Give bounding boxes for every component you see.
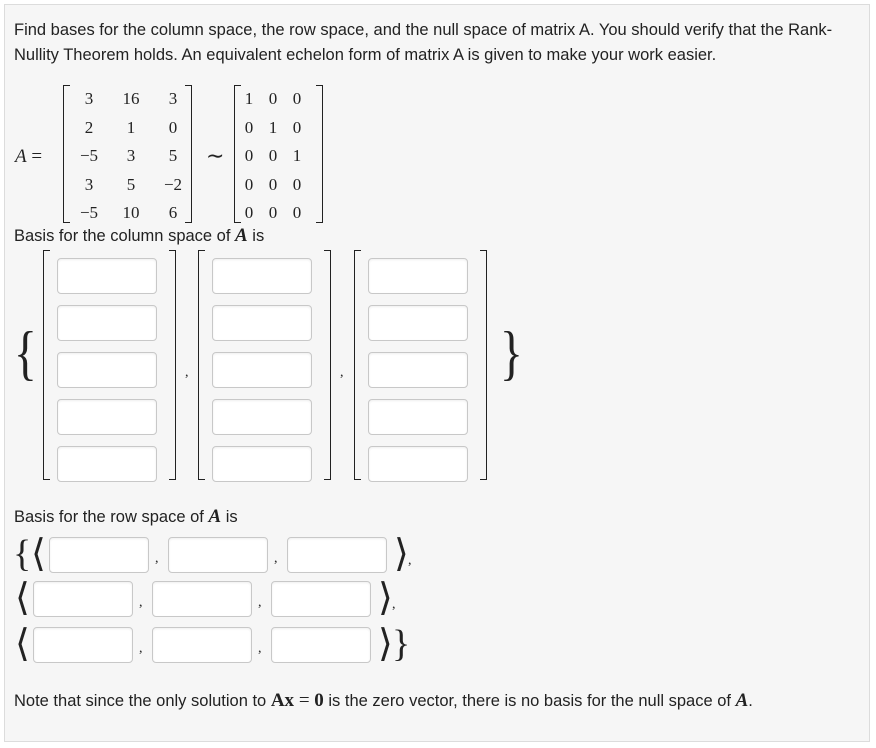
row-vector-2-entry-1[interactable] — [33, 581, 133, 617]
column-vector-1-entry-1[interactable] — [57, 258, 157, 294]
matrix-a — [61, 83, 195, 227]
row-vector-left-angle: ⟨ — [31, 533, 46, 575]
column-vector-3-entry-1[interactable] — [368, 258, 468, 294]
null-space-note: Note that since the only solution to Ax = 0 is the zero vector, there is no basis for the null space of A. — [14, 690, 753, 711]
column-space-close-brace: } — [499, 320, 523, 386]
column-vector-3-entry-5[interactable] — [368, 446, 468, 482]
echelon-cell: 0 — [292, 174, 302, 194]
row-vector-left-angle: ⟨ — [15, 623, 30, 665]
echelon-cell: 0 — [268, 174, 278, 194]
echelon-cell: 1 — [292, 146, 302, 165]
column-vector-left-bracket — [198, 250, 205, 480]
row-vector-3-entry-3[interactable] — [271, 627, 371, 663]
echelon-cell: 0 — [244, 174, 254, 194]
entry-separator-comma: , — [258, 641, 262, 656]
entry-separator-comma: , — [139, 595, 143, 610]
question-panel — [4, 4, 870, 742]
echelon-right-bracket — [316, 85, 323, 223]
echelon-cell: 0 — [268, 89, 278, 108]
row-vector-1-entry-2[interactable] — [168, 537, 268, 573]
matrix-var: A — [15, 146, 27, 167]
matrix-a-cell: 3 — [84, 89, 94, 108]
column-vector-2-entry-5[interactable] — [212, 446, 312, 482]
equation-label — [15, 146, 42, 168]
column-vector-3-entry-3[interactable] — [368, 352, 468, 388]
column-vector-left-bracket — [354, 250, 361, 480]
echelon-cell: 0 — [292, 89, 302, 108]
matrix-a-cell: 10 — [122, 203, 140, 222]
matrix-a-cell: 5 — [168, 146, 178, 165]
column-vector-2-entry-3[interactable] — [212, 352, 312, 388]
column-vector-1-entry-5[interactable] — [57, 446, 157, 482]
column-vector-2-entry-4[interactable] — [212, 399, 312, 435]
column-vector-1-entry-4[interactable] — [57, 399, 157, 435]
row-vector-3-entry-1[interactable] — [33, 627, 133, 663]
echelon-cell: 0 — [244, 117, 254, 137]
matrix-a-cell: 3 — [126, 146, 136, 165]
column-space-open-brace: { — [13, 320, 37, 386]
column-vector-2-entry-1[interactable] — [212, 258, 312, 294]
column-vector-2-entry-2[interactable] — [212, 305, 312, 341]
matrix-a-cell: 1 — [126, 117, 136, 137]
matrix-a-cell: 5 — [126, 174, 136, 194]
echelon-cell: 0 — [244, 146, 254, 165]
echelon-cell: 1 — [244, 89, 254, 108]
row-vector-2-entry-3[interactable] — [271, 581, 371, 617]
row-space-label: Basis for the row space of A is — [14, 506, 238, 527]
column-vector-3-entry-2[interactable] — [368, 305, 468, 341]
column-vector-left-bracket — [43, 250, 50, 480]
column-vector-right-bracket — [324, 250, 331, 480]
entry-separator-comma: , — [155, 551, 159, 566]
matrix-a-cell: 2 — [84, 117, 94, 137]
equivalence-tilde: ∼ — [206, 143, 225, 168]
column-vector-right-bracket — [480, 250, 487, 480]
matrix-a-cell: −2 — [163, 174, 183, 194]
vector-separator-comma: , — [408, 553, 412, 568]
echelon-cell: 1 — [268, 117, 278, 137]
row-vector-3-entry-2[interactable] — [152, 627, 252, 663]
echelon-cell: 0 — [292, 203, 302, 222]
echelon-cell: 0 — [268, 203, 278, 222]
echelon-matrix — [232, 83, 326, 227]
echelon-cell: 0 — [268, 146, 278, 165]
vector-separator-comma: , — [185, 365, 189, 380]
column-vector-3-entry-4[interactable] — [368, 399, 468, 435]
entry-separator-comma: , — [274, 551, 278, 566]
column-vector-1-entry-3[interactable] — [57, 352, 157, 388]
column-vector-1-entry-2[interactable] — [57, 305, 157, 341]
ax-expression: Ax — [270, 690, 295, 711]
matrix-a-cell: −5 — [79, 203, 99, 222]
row-vector-right-angle: ⟩ — [394, 533, 409, 575]
row-vector-2-entry-2[interactable] — [152, 581, 252, 617]
row-vector-right-angle: ⟩ — [378, 623, 393, 665]
matrix-a-cell: 6 — [168, 203, 178, 222]
matrix-a-cell: 16 — [122, 89, 140, 108]
entry-separator-comma: , — [258, 595, 262, 610]
equals-sign: = — [31, 146, 43, 167]
row-space-close-brace: } — [392, 623, 411, 665]
vector-separator-comma: , — [340, 365, 344, 380]
row-vector-1-entry-3[interactable] — [287, 537, 387, 573]
matrix-a-cell: 3 — [168, 89, 178, 108]
matrix-a-cell: 0 — [168, 117, 178, 137]
echelon-cell: 0 — [244, 203, 254, 222]
question-prompt: Find bases for the column space, the row space, and the null space of matrix A. You should verify that the Rank-Nullity Theorem holds. An equivalent echelon form of matrix A is given to make your work easier. — [14, 21, 833, 64]
row-space-open-brace: { — [13, 533, 32, 575]
echelon-cell: 0 — [292, 117, 302, 137]
matrix-a-cell: 3 — [84, 174, 94, 194]
column-space-label: Basis for the column space of A is — [14, 225, 265, 246]
column-vector-right-bracket — [169, 250, 176, 480]
zero-vector: 0 — [314, 690, 324, 711]
vector-separator-comma: , — [392, 597, 396, 612]
matrix-a-cell: −5 — [79, 146, 99, 165]
row-vector-left-angle: ⟨ — [15, 577, 30, 619]
row-vector-1-entry-1[interactable] — [49, 537, 149, 573]
entry-separator-comma: , — [139, 641, 143, 656]
row-vector-right-angle: ⟩ — [378, 577, 393, 619]
